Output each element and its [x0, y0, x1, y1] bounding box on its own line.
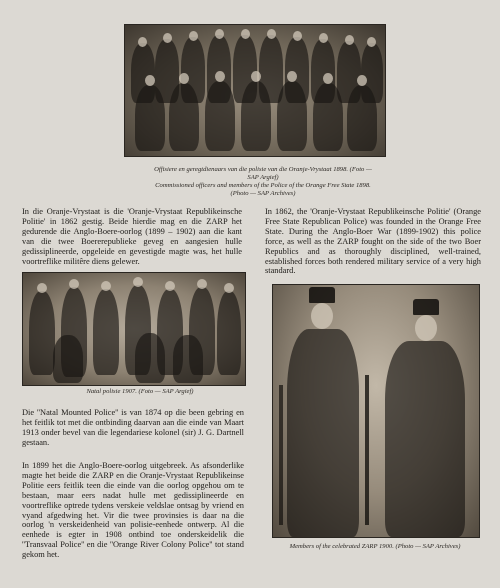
natal-photo-caption: Natal polisie 1907. (Foto — SAP Argief) [86, 388, 194, 395]
paragraph-afrikaans-3: In 1899 het die Anglo-Boere-oorlog uitgebreek. As afsonderlike magte het beide die ZARP en die Oranje-Vrystaat Republikeinse Politie eers feitlik teen die einde van die oorlog opgehou om te bestaan, maar eers nadat hulle met gedissiplineerde en voortreflike optrede tydens verskeie veldslae ontsag by vriend en vyand afgedwing het. Vir die twee provinsies is daar na die oorlog 'n verskeidenheid van polisie-eenhede ontwerp. Al die eenhede is egter in 1908 ontbind toe onderskeidelik die ''Transvaal Police'' en die ''Orange River Colony Police'' tot stand gekom het. [22, 461, 244, 560]
paragraph-english-1: In 1862, the 'Oranje-Vrystaat Republikeinsche Politie' (Orange Free State Republican Police) was founded in the Orange Free State. During the Anglo-Boer War (1899-1902) this police force, as well as the ZARP fought on the side of the two Boer Republics and as thoroughly disciplined, well-trained, established forces both rendered military service of a very high standard. [265, 207, 481, 276]
ofs-police-group-photo [124, 24, 386, 157]
paragraph-afrikaans-1: In die Oranje-Vrystaat is die 'Oranje-Vrystaat Republikeinsche Politie' in 1862 gestig. Beide hierdie mag en die ZARP het gedurende die Anglo-Boere-oorlog (1899 – 1902) aan die kant van die twee Boererepublieke geveg en aangesien hulle gedissiplineerde, opgeleide en gevestigde magte was, het hulle voortreflike militêre diens gelewer. [22, 207, 242, 266]
paragraph-afrikaans-2: Die ''Natal Mounted Police'' is van 1874 op die been gebring en het feitlik tot met die ontbinding daarvan aan die einde van Maart 1913 onder bevel van die legendariese kolonel (sir) J. G. Dartnell gestaan. [22, 408, 244, 447]
zarp-members-photo [272, 284, 480, 538]
top-caption-english: Commissioned officers and members of the Police of the Orange Free State 1898. (Photo — SAP Archives) [155, 182, 371, 197]
zarp-photo-caption: Members of the celebrated ZARP 1900. (Photo — SAP Archives) [289, 543, 461, 550]
natal-police-photo [22, 272, 246, 386]
top-caption-afrikaans: Offisiere en geregtdienaars van die polisie van die Oranje-Vrystaat 1898. (Foto — SAP Argief) [154, 166, 372, 181]
top-photo-caption [150, 166, 376, 198]
